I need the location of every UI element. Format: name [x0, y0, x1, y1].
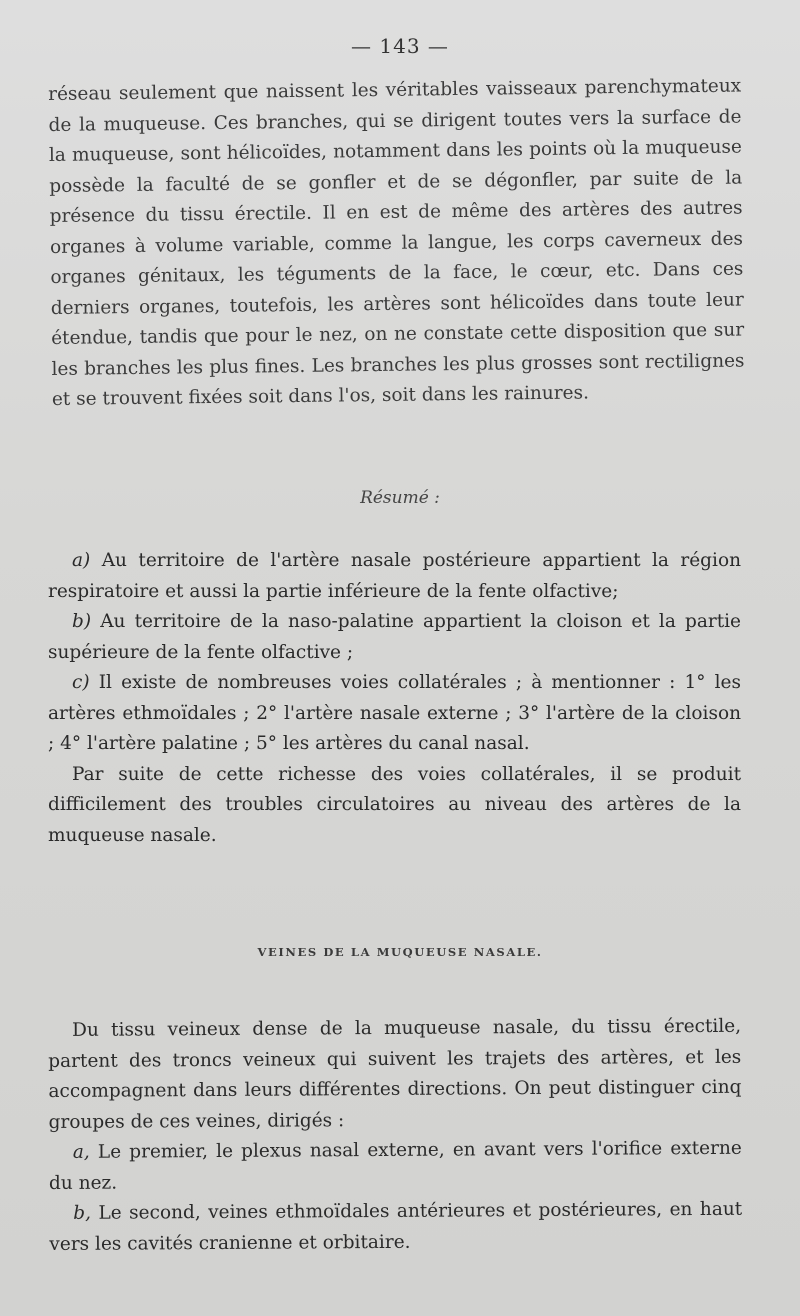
resume-item-b: [48, 607, 741, 668]
veines-intro: Du tissu veineux dense de la muqueuse nasale, du tissu érectile, partent des troncs veineux qui suivent les trajets des artères, et les accompagnent dans leurs différentes directions. On peut distinguer cinq groupes de ces veines, dirigés :: [48, 1015, 742, 1133]
resume-conclusion: Par suite de cette richesse des voies collatérales, il se produit difficilement des troubles circulatoires au niveau des artères de la muqueuse nasale.: [48, 763, 741, 846]
intro-paragraph-text: réseau seulement que naissent les véritables vaisseaux parenchymateux de la muqueuse. Ces branches, qui se dirigent toutes vers la surface de la muqueuse, sont hélicoïdes, notamment dans les points où la muqueuse possède la faculté de se gonfler et de se dégonfler, par suite de la présence du tissu érectile. Il en est de même des artères des autres organes à volume variable, comme la langue, les corps caverneux des organes génitaux, les téguments de la face, le cœur, etc. Dans ces derniers organes, toutefois, les artères sont hélicoïdes dans toute leur étendue, tandis que pour le nez, on ne constate cette disposition que sur les branches les plus fines. Les branches les plus grosses sont rectilignes et se trouvent fixées soit dans l'os, soit dans les rainures.: [48, 75, 745, 410]
veines-item-letter: b,: [73, 1202, 92, 1224]
intro-paragraph: [48, 72, 745, 416]
resume-item-text: Au territoire de l'artère nasale postérieure appartient la région respiratoire et aussi la partie inférieure de la fente olfactive;: [48, 550, 741, 602]
resume-item-c: [48, 668, 741, 760]
page-number: — 143 —: [351, 34, 449, 58]
section-heading-veines: VEINES DE LA MUQUEUSE NASALE.: [257, 945, 543, 959]
resume-item-letter: a): [72, 550, 91, 571]
resume-item-letter: c): [72, 672, 90, 693]
resume-item-text: Au territoire de la naso-palatine appartient la cloison et la partie supérieure de la fente olfactive ;: [48, 611, 741, 663]
resume-section: [48, 546, 741, 851]
veines-item-letter: a,: [72, 1141, 90, 1163]
resume-item-letter: b): [72, 611, 92, 632]
veines-section: [48, 1012, 742, 1260]
resume-title: Résumé :: [360, 488, 440, 508]
veines-item-text: Le premier, le plexus nasal externe, en avant vers l'orifice externe du nez.: [48, 1137, 742, 1194]
veines-item-a: [49, 1134, 742, 1199]
resume-item-text: Il existe de nombreuses voies collatérales ; à mentionner : 1° les artères ethmoïdales ; 2° l'artère nasale externe ; 3° l'artère de la cloison ; 4° l'artère palatine ; 5° les artères du canal nasal.: [48, 672, 741, 754]
veines-item-b: [49, 1195, 742, 1260]
resume-item-a: [48, 546, 741, 607]
veines-item-text: Le second, veines ethmoïdales antérieures et postérieures, en haut vers les cavités cranienne et orbitaire.: [49, 1198, 743, 1255]
